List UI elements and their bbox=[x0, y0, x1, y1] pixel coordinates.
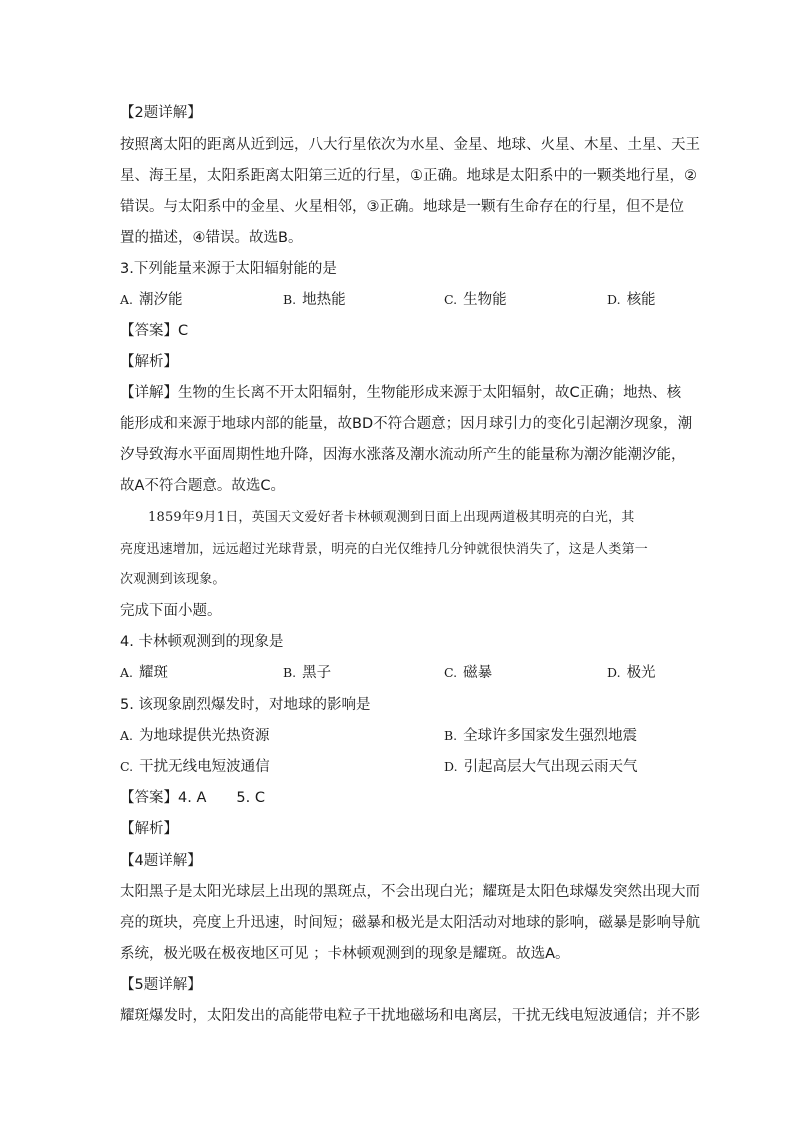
option-text: 引起高层大气出现云雨天气 bbox=[463, 759, 638, 775]
q45-analysis-tag: 【解析】 bbox=[120, 821, 178, 837]
q3-option-d bbox=[607, 290, 656, 310]
option-text: 磁暴 bbox=[463, 665, 493, 681]
q3-analysis-tag: 【解析】 bbox=[120, 354, 178, 370]
section5-line-1: 耀斑爆发时，太阳发出的高能带电粒子干扰地磁场和电离层，干扰无线电短波通信；并不影 bbox=[120, 1008, 700, 1024]
option-label: C. bbox=[120, 759, 134, 774]
option-text: 极光 bbox=[626, 665, 656, 681]
option-label: D. bbox=[607, 292, 621, 307]
q4-option-c bbox=[444, 663, 492, 683]
q5-stem: 5. 该现象剧烈爆发时，对地球的影响是 bbox=[120, 697, 371, 713]
q3-detail-line-4: 故A不符合题意。故选C。 bbox=[120, 478, 286, 494]
section2-line-4: 置的描述，④错误。故选B。 bbox=[120, 230, 303, 246]
q3-detail-line-3: 汐导致海水平面周期性地升降，因海水涨落及潮水流动所产生的能量称为潮汐能潮汐能， bbox=[120, 447, 686, 463]
q4-option-d bbox=[607, 663, 656, 683]
q3-answer bbox=[120, 321, 680, 341]
answer-5: 5. C bbox=[236, 790, 265, 806]
q3-option-a bbox=[120, 290, 183, 310]
q5-option-a bbox=[120, 726, 270, 746]
option-label: C. bbox=[444, 665, 458, 680]
option-label: C. bbox=[444, 292, 458, 307]
option-text: 耀斑 bbox=[139, 665, 169, 681]
option-text: 生物能 bbox=[463, 292, 507, 308]
q3-option-b bbox=[283, 290, 346, 310]
passage-line-1: 1859年9月1日，英国天文爱好者卡林顿观测到日面上出现两道极其明亮的白光，其 bbox=[148, 510, 635, 525]
section4-header: 【4题详解】 bbox=[120, 853, 202, 869]
q5-option-c bbox=[120, 757, 270, 777]
option-text: 为地球提供光热资源 bbox=[139, 728, 270, 744]
section4-line-2: 亮的斑块，亮度上升迅速，时间短；磁暴和极光是太阳活动对地球的影响，磁暴是影响导航 bbox=[120, 915, 700, 931]
option-text: 干扰无线电短波通信 bbox=[139, 759, 270, 775]
option-text: 全球许多国家发生强烈地震 bbox=[463, 728, 638, 744]
section4-line-3: 系统，极光吸在极夜地区可见 ；卡林顿观测到的现象是耀斑。故选A。 bbox=[120, 946, 570, 962]
section2-line-1: 按照离太阳的距离从近到远，八大行星依次为水星、金星、地球、火星、木星、土星、天王 bbox=[120, 137, 700, 153]
q3-detail-line-1: 【详解】生物的生长离不开太阳辐射，生物能形成来源于太阳辐射，故C正确；地热、核 bbox=[120, 385, 682, 401]
option-label: A. bbox=[120, 728, 134, 743]
q4-option-b bbox=[283, 663, 331, 683]
q3-stem: 3.下列能量来源于太阳辐射能的是 bbox=[120, 261, 337, 277]
option-label: A. bbox=[120, 665, 134, 680]
answer-4: 4. A bbox=[178, 790, 207, 806]
section2-line-3: 错误。与太阳系中的金星、火星相邻，③正确。地球是一颗有生命存在的行星，但不是位 bbox=[120, 199, 684, 215]
answer-tag: 【答案】 bbox=[120, 790, 178, 806]
section2-line-2: 星、海王星，太阳系距离太阳第三近的行星，①正确。地球是太阳系中的一颗类地行星，② bbox=[120, 168, 697, 184]
passage-line-2: 亮度迅速增加，远远超过光球背景，明亮的白光仅维持几分钟就很快消失了，这是人类第一 bbox=[120, 542, 649, 557]
q4-stem: 4. 卡林顿观测到的现象是 bbox=[120, 634, 284, 650]
option-text: 潮汐能 bbox=[139, 292, 183, 308]
passage-line-3: 次观测到该现象。 bbox=[120, 572, 226, 587]
option-label: B. bbox=[283, 665, 297, 680]
option-label: A. bbox=[120, 292, 134, 307]
section4-line-1: 太阳黑子是太阳光球层上出现的黑斑点，不会出现白光；耀斑是太阳色球爆发突然出现大而 bbox=[120, 884, 700, 900]
option-label: B. bbox=[444, 728, 458, 743]
section5-header: 【5题详解】 bbox=[120, 977, 202, 993]
answer-tag: 【答案】 bbox=[120, 323, 178, 339]
option-label: D. bbox=[607, 665, 621, 680]
q4-option-a bbox=[120, 663, 168, 683]
option-text: 核能 bbox=[626, 292, 656, 308]
option-text: 黑子 bbox=[302, 665, 332, 681]
option-text: 地热能 bbox=[302, 292, 346, 308]
option-label: B. bbox=[283, 292, 297, 307]
q45-answer bbox=[120, 788, 680, 808]
answer-value: C bbox=[178, 323, 189, 339]
passage-instruction: 完成下面小题。 bbox=[120, 603, 222, 619]
q5-option-d bbox=[444, 757, 638, 777]
section2-header: 【2题详解】 bbox=[120, 105, 202, 121]
q5-option-b bbox=[444, 726, 637, 746]
option-label: D. bbox=[444, 759, 458, 774]
q3-option-c bbox=[444, 290, 507, 310]
q3-detail-line-2: 能形成和来源于地球内部的能量，故BD不符合题意；因月球引力的变化引起潮汐现象，潮 bbox=[120, 416, 693, 432]
